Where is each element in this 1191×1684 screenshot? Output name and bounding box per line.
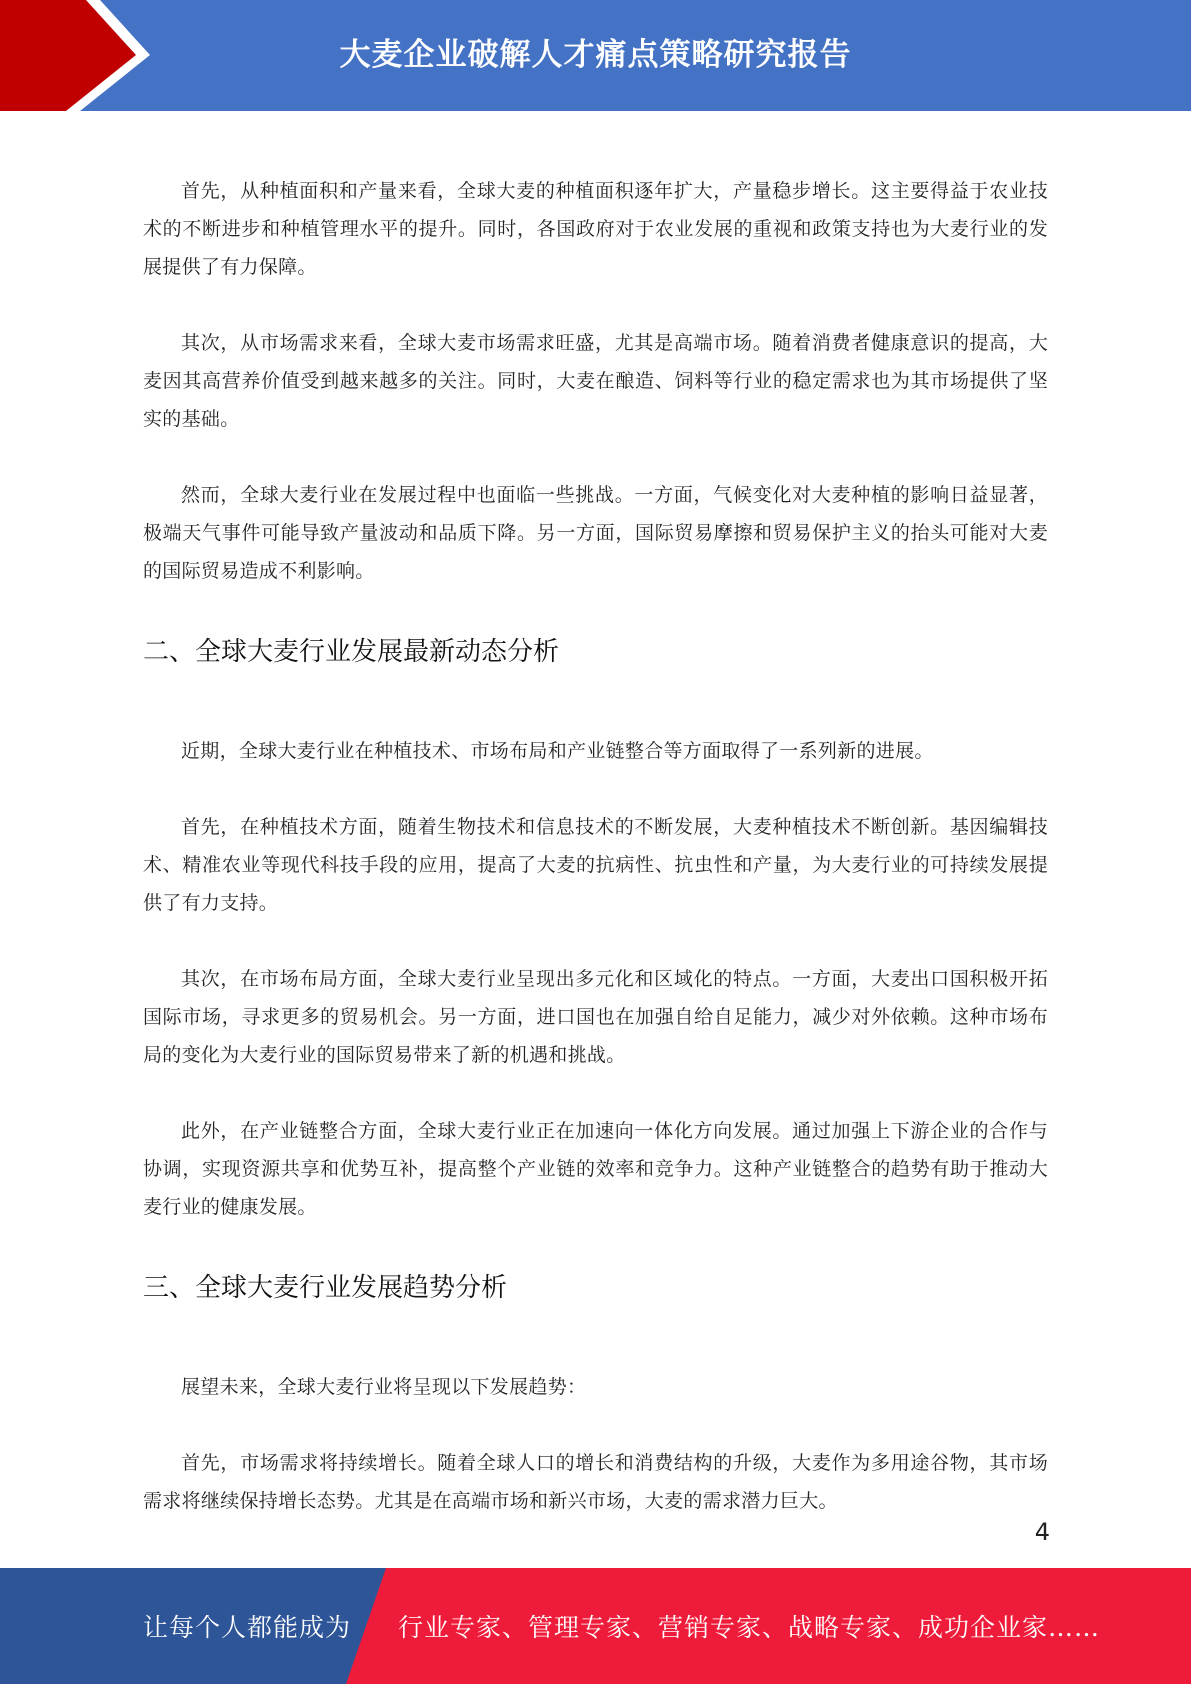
document-body (143, 172, 1048, 1520)
paragraph: 首先，市场需求将持续增长。随着全球人口的增长和消费结构的升级，大麦作为多用途谷物，其市场需求将继续保持增长态势。尤其是在高端市场和新兴市场，大麦的需求潜力巨大。 (143, 1452, 1048, 1512)
section-heading: 二、全球大麦行业发展最新动态分析 (143, 637, 560, 667)
paragraph: 其次，从市场需求来看，全球大麦市场需求旺盛，尤其是高端市场。随着消费者健康意识的提高，大麦因其高营养价值受到越来越多的关注。同时，大麦在酿造、饲料等行业的稳定需求也为其市场提供了坚实的基础。 (143, 332, 1048, 430)
page-number: 4 (1034, 1518, 1050, 1546)
document-title: 大麦企业破解人才痛点策略研究报告 (339, 36, 852, 73)
page-footer (0, 1568, 1191, 1684)
paragraph: 近期，全球大麦行业在种植技术、市场布局和产业链整合等方面取得了一系列新的进展。 (181, 740, 934, 762)
paragraph: 然而，全球大麦行业在发展过程中也面临一些挑战。一方面，气候变化对大麦种植的影响日益显著，极端天气事件可能导致产量波动和品质下降。另一方面，国际贸易摩擦和贸易保护主义的抬头可能对大麦的国际贸易造成不利影响。 (143, 484, 1048, 582)
section-heading: 三、全球大麦行业发展趋势分析 (143, 1273, 508, 1303)
paragraph: 首先，在种植技术方面，随着生物技术和信息技术的不断发展，大麦种植技术不断创新。基因编辑技术、精准农业等现代科技手段的应用，提高了大麦的抗病性、抗虫性和产量，为大麦行业的可持续发展提供了有力支持。 (143, 816, 1048, 914)
paragraph: 此外，在产业链整合方面，全球大麦行业正在加速向一体化方向发展。通过加强上下游企业的合作与协调，实现资源共享和优势互补，提高整个产业链的效率和竞争力。这种产业链整合的趋势有助于推动大麦行业的健康发展。 (143, 1120, 1048, 1218)
paragraph: 首先，从种植面积和产量来看，全球大麦的种植面积逐年扩大，产量稳步增长。这主要得益于农业技术的不断进步和种植管理水平的提升。同时，各国政府对于农业发展的重视和政策支持也为大麦行业的发展提供了有力保障。 (143, 180, 1048, 278)
footer-slogan-left: 让每个人都能成为 (143, 1613, 352, 1642)
page-header (0, 0, 1191, 111)
paragraph: 其次，在市场布局方面，全球大麦行业呈现出多元化和区域化的特点。一方面，大麦出口国积极开拓国际市场，寻求更多的贸易机会。另一方面，进口国也在加强自给自足能力，减少对外依赖。这种市场布局的变化为大麦行业的国际贸易带来了新的机遇和挑战。 (143, 968, 1048, 1066)
paragraph: 展望未来，全球大麦行业将呈现以下发展趋势： (181, 1376, 587, 1398)
footer-slogan-right: 行业专家、管理专家、营销专家、战略专家、成功企业家…… (398, 1613, 1101, 1642)
